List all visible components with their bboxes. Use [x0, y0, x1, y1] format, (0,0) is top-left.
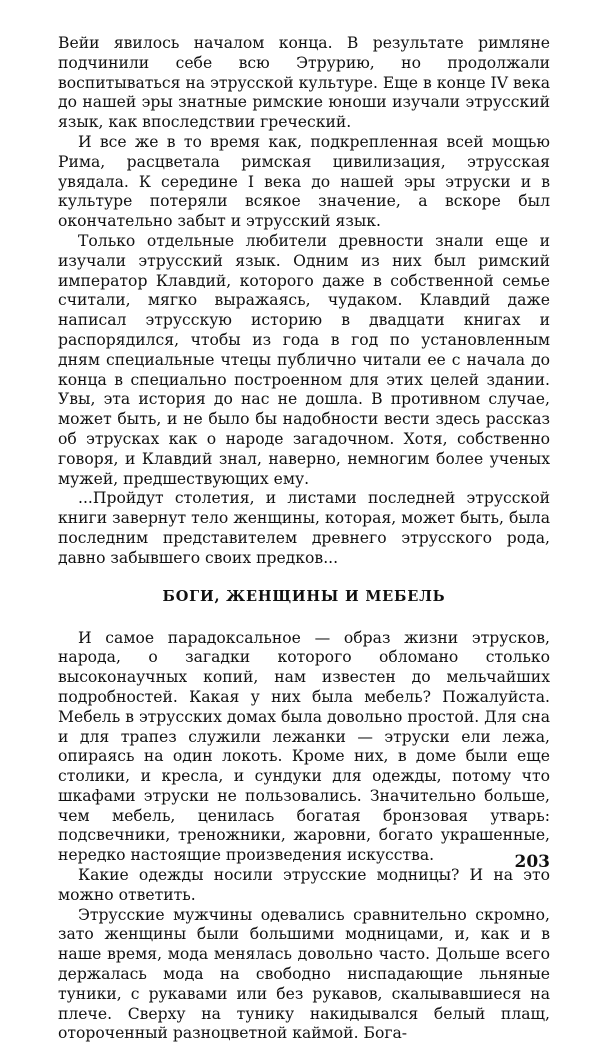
page-number: 203	[514, 852, 550, 872]
paragraph-7: Этрусские мужчины одевались сравнительно скромно, зато женщины были большими модницами, и, как и в наше время, мода менялась довольно часто. Дольше всего держалась мода на свободно ниспадающие льняные туники, с рукавами или без рукавов, скалывавшиеся на плече. Сверху на тунику накидывался белый плащ, отороченный разноцветной каймой. Бога-	[58, 905, 550, 1043]
paragraph-6: Какие одежды носили этрусские модницы? И на это можно ответить.	[58, 866, 550, 904]
section-heading: БОГИ, ЖЕНЩИНЫ И МЕБЕЛЬ	[162, 587, 446, 605]
paragraph-1: Вейи явилось началом конца. В результате римляне подчинили себе всю Этрурию, но продолжали воспитываться на этрусской культуре. Еще в конце IV века до нашей эры знатные римские юноши изучали этрусский язык, как впоследствии греческий.	[58, 34, 550, 132]
paragraph-4: ...Пройдут столетия, и листами последней этрусской книги завернут тело женщины, которая, может быть, была последним представителем древнего этрусского рода, давно забывшего своих предков...	[58, 489, 550, 567]
paragraph-5: И самое парадоксальное — образ жизни этрусков, народа, о загадки которого обломано столько высоконаучных копий, нам известен до мельчайших подробностей. Какая у них была мебель? Пожалуйста. Мебель в этрусских домах была довольно простой. Для сна и для трапез служили лежанки — этруски ели лежа, опираясь на один локоть. Кроме них, в доме были еще столики, и кресла, и сундуки для одежды, потому что шкафами этруски не пользовались. Значительно больше, чем мебель, ценилась богатая бронзовая утварь: подсвечники, треножники, жаровни, богато украшенные, нередко настоящие произведения искусства.	[58, 628, 550, 865]
paragraph-2: И все же в то время как, подкрепленная всей мощью Рима, расцветала римская цивилизация, этрусская увядала. К середине I века до нашей эры этруски и в культуре потеряли всякое значение, а вскоре был окончательно забыт и этрусский язык.	[58, 132, 550, 231]
book-page	[58, 34, 550, 1043]
paragraph-3: Только отдельные любители древности знали еще и изучали этрусский язык. Одним из них был римский император Клавдий, которого даже в собственной семье считали, мягко выражаясь, чудаком. Клавдий даже написал этрусскую историю в двадцати книгах и распорядился, чтобы из года в год по установленным дням специальные чтецы публично читали ее с начала до конца в специально построенном для этих целей здании. Увы, эта история до нас не дошла. В противном случае, может быть, и не было бы надобности вести здесь рассказ об этрусках как о народе загадочном. Хотя, собственно говоря, и Клавдий знал, наверно, немногим более ученых мужей, предшествующих ему.	[58, 231, 550, 488]
